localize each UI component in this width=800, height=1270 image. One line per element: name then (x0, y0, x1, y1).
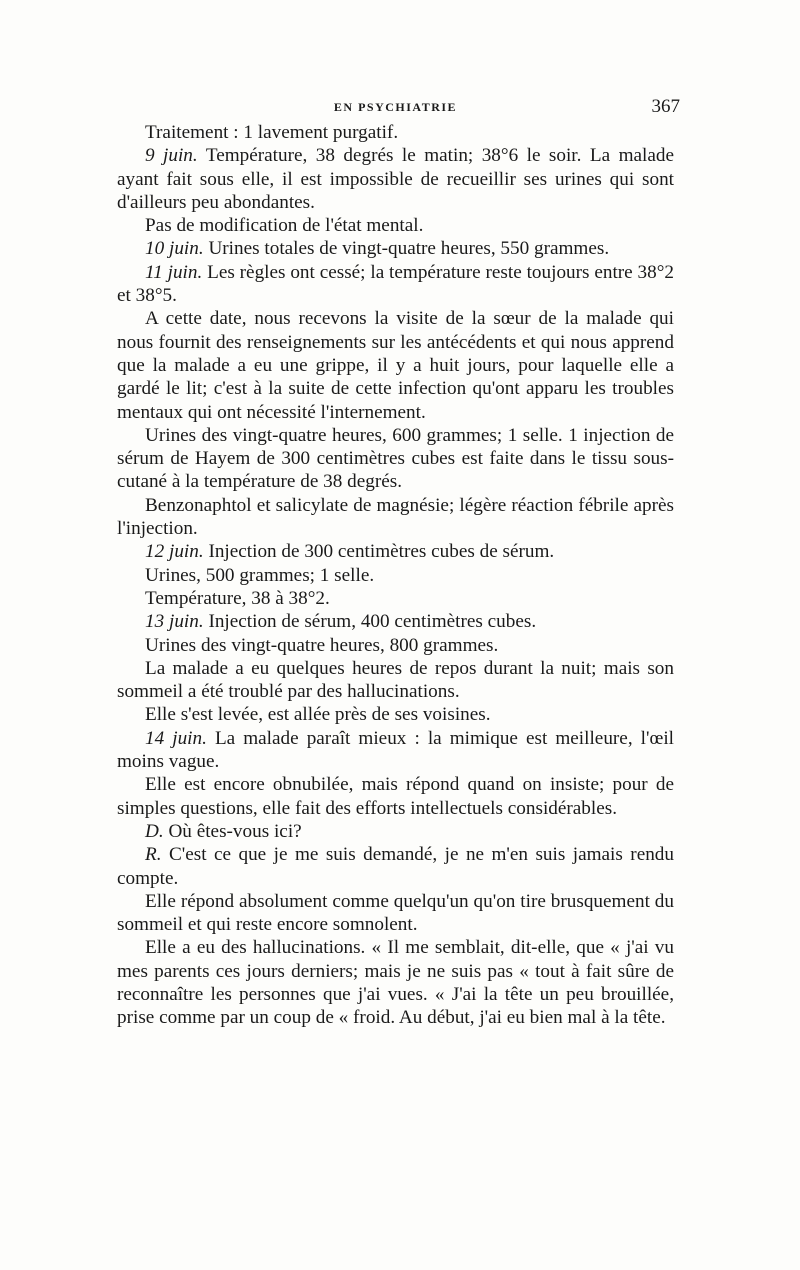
paragraph-date: 14 juin. (145, 727, 207, 749)
paragraph (117, 587, 674, 610)
paragraph (117, 121, 674, 144)
paragraph (117, 703, 674, 726)
paragraph-text: Elle répond absolument comme quelqu'un qu'on tire brusquement du sommeil et qui reste encore somnolent. (117, 890, 674, 936)
paragraph-date: 11 juin. (145, 261, 203, 283)
paragraph (117, 261, 674, 308)
paragraph (117, 936, 674, 1029)
paragraph (117, 237, 674, 260)
paragraph-text: Pas de modification de l'état mental. (145, 215, 424, 237)
paragraph (117, 307, 674, 423)
paragraph-text: Urines des vingt-quatre heures, 600 grammes; 1 selle. 1 injection de sérum de Hayem de 300 centimètres cubes est faite dans le tissu sous-cutané à la température de 38 degrés. (117, 424, 674, 493)
paragraph-date: 10 juin. (145, 238, 204, 260)
paragraph (117, 144, 674, 214)
paragraph-text: Traitement : 1 lavement purgatif. (145, 122, 399, 143)
paragraph-text: A cette date, nous recevons la visite de la sœur de la malade qui nous fournit des renseignements sur les antécédents et qui nous apprend que la malade a eu une grippe, il y a huit jours, pour laquelle elle a gardé le lit; c'est à la suite de cette infection qu'ont apparu les troubles mentaux qui ont nécessité l'internement. (117, 308, 674, 423)
paragraph-text: Elle s'est levée, est allée près de ses voisines. (145, 704, 491, 726)
paragraph (117, 540, 674, 563)
paragraph-text: Urines des vingt-quatre heures, 800 grammes. (145, 634, 499, 656)
speaker-label: R. (145, 844, 162, 866)
paragraph (117, 214, 674, 237)
paragraph-text: Injection de sérum, 400 centimètres cubes. (203, 611, 537, 633)
body-text (117, 121, 674, 1030)
paragraph-date: 12 juin. (145, 541, 204, 563)
paragraph-date: 13 juin. (145, 611, 204, 633)
paragraph (117, 610, 674, 633)
page-number: 367 (651, 96, 680, 117)
paragraph-text: La malade paraît mieux : la mimique est meilleure, l'œil moins vague. (117, 727, 674, 773)
paragraph (117, 727, 674, 774)
paragraph-text: Injection de 300 centimètres cubes de sérum. (203, 541, 555, 563)
book-page (117, 96, 680, 1030)
paragraph-date: 9 juin. (145, 145, 198, 167)
dialogue-answer (117, 843, 674, 890)
paragraph-text: Où êtes-vous ici? (163, 820, 302, 842)
paragraph-text: Urines, 500 grammes; 1 selle. (145, 564, 375, 586)
paragraph (117, 494, 674, 541)
speaker-label: D. (145, 820, 164, 842)
paragraph (117, 424, 674, 494)
running-title: EN PSYCHIATRIE (333, 100, 458, 114)
paragraph-text: Benzonaphtol et salicylate de magnésie; légère réaction fébrile après l'injection. (117, 494, 674, 540)
paragraph-text: Urines totales de vingt-quatre heures, 550 grammes. (203, 238, 610, 260)
page-header (117, 96, 680, 120)
paragraph (117, 634, 674, 657)
paragraph (117, 890, 674, 937)
paragraph (117, 773, 674, 820)
paragraph-text: La malade a eu quelques heures de repos durant la nuit; mais son sommeil a été troublé par des hallucinations. (117, 657, 674, 703)
paragraph-text: Les règles ont cessé; la température reste toujours entre 38°2 et 38°5. (117, 261, 674, 307)
dialogue-question (117, 820, 674, 843)
paragraph-text: C'est ce que je me suis demandé, je ne m'en suis jamais rendu compte. (117, 844, 674, 889)
paragraph-text: Température, 38 à 38°2. (145, 587, 330, 609)
paragraph-text: Elle a eu des hallucinations. « Il me semblait, dit-elle, que « j'ai vu mes parents ces jours derniers; mais je ne suis pas « tout à fait sûre de reconnaître les personnes que j'ai vues. « J'ai la tête un peu brouillée, prise comme par un coup de « froid. Au début, j'ai eu bien mal à la tête. (117, 937, 674, 1029)
paragraph (117, 564, 674, 587)
paragraph-text: Température, 38 degrés le matin; 38°6 le soir. La malade ayant fait sous elle, il est impossible de recueillir ses urines qui sont d'ailleurs peu abondantes. (117, 145, 674, 213)
paragraph-text: Elle est encore obnubilée, mais répond quand on insiste; pour de simples questions, elle fait des efforts intellectuels considérables. (117, 774, 674, 819)
paragraph (117, 657, 674, 704)
